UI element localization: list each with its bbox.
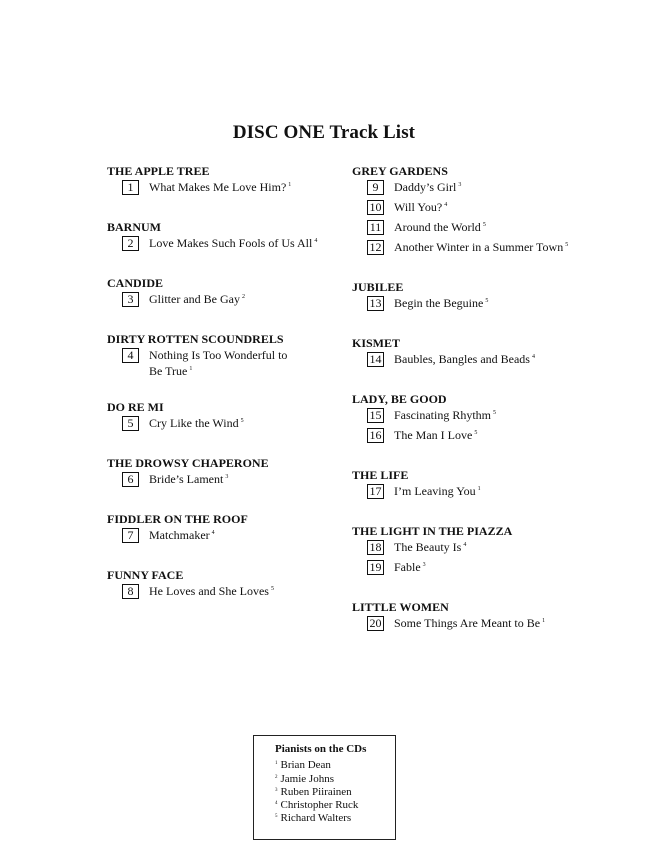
pianists-box bbox=[253, 735, 396, 840]
pianist-note: 5 bbox=[240, 418, 244, 424]
pianists-title: Pianists on the CDs bbox=[275, 743, 367, 755]
pianists-list bbox=[275, 759, 395, 825]
show-lady-be-good bbox=[352, 391, 602, 447]
track-title-wrap bbox=[394, 427, 477, 443]
track-row bbox=[367, 407, 602, 427]
right-column bbox=[352, 163, 602, 655]
track-number: 13 bbox=[367, 296, 384, 311]
track-row bbox=[122, 527, 357, 547]
show-title: THE LIGHT IN THE PIAZZA bbox=[352, 524, 513, 538]
track-title-wrap bbox=[394, 559, 426, 575]
show-title: KISMET bbox=[352, 336, 401, 350]
track-number: 7 bbox=[122, 528, 139, 543]
pianist-name: Jamie Johns bbox=[280, 772, 334, 785]
track-title-wrap bbox=[394, 179, 461, 195]
pianist-note: 3 bbox=[458, 182, 462, 188]
track-row bbox=[367, 539, 602, 559]
track-title-wrap bbox=[149, 347, 299, 379]
pianist-note: 4 bbox=[463, 542, 467, 548]
track-number: 10 bbox=[367, 200, 384, 215]
show-title: THE LIFE bbox=[352, 468, 409, 482]
track-title-wrap bbox=[394, 539, 466, 555]
track-number: 5 bbox=[122, 416, 139, 431]
track-title: Love Makes Such Fools of Us All bbox=[149, 236, 313, 250]
track-title: Baubles, Bangles and Beads bbox=[394, 352, 530, 366]
track-row bbox=[367, 219, 602, 239]
track-title-wrap bbox=[394, 295, 488, 311]
track-number: 19 bbox=[367, 560, 384, 575]
pianist-name: Christopher Ruck bbox=[280, 799, 359, 812]
show-title: DIRTY ROTTEN SCOUNDRELS bbox=[107, 332, 284, 346]
track-number: 11 bbox=[367, 220, 384, 235]
track-number: 18 bbox=[367, 540, 384, 555]
pianist-name: Richard Walters bbox=[280, 812, 352, 825]
show-little-women bbox=[352, 599, 602, 635]
show-title: FUNNY FACE bbox=[107, 568, 184, 582]
track-title: Fascinating Rhythm bbox=[394, 408, 491, 422]
track-title: Another Winter in a Summer Town bbox=[394, 240, 564, 254]
track-title-wrap bbox=[149, 291, 245, 307]
pianist-entry bbox=[275, 773, 395, 786]
show-grey-gardens bbox=[352, 163, 602, 259]
track-title-wrap bbox=[149, 179, 291, 195]
track-row bbox=[122, 415, 357, 435]
track-title-wrap bbox=[394, 351, 535, 367]
track-title-wrap bbox=[394, 199, 447, 215]
track-title: Matchmaker bbox=[149, 528, 210, 542]
show-title: LADY, BE GOOD bbox=[352, 392, 447, 406]
track-row bbox=[122, 471, 357, 491]
track-title-wrap bbox=[149, 471, 228, 487]
pianist-note: 3 bbox=[225, 474, 229, 480]
pianist-note: 5 bbox=[493, 410, 496, 416]
show-fiddler-on-the-roof bbox=[107, 511, 357, 547]
pianist-note: 5 bbox=[482, 222, 486, 228]
track-title-wrap bbox=[394, 483, 481, 499]
track-number: 14 bbox=[367, 352, 384, 367]
track-title-wrap bbox=[149, 415, 244, 431]
pianist-note: 5 bbox=[474, 430, 478, 436]
track-title-wrap bbox=[394, 239, 568, 255]
show-funny-face bbox=[107, 567, 357, 603]
show-title: CANDIDE bbox=[107, 276, 164, 290]
track-title-wrap bbox=[149, 235, 317, 251]
show-the-drowsy-chaperone bbox=[107, 455, 357, 491]
show-the-light-in-the-piazza bbox=[352, 523, 602, 579]
pianist-name: Ruben Piirainen bbox=[280, 785, 352, 798]
track-number: 9 bbox=[367, 180, 384, 195]
track-title-wrap bbox=[149, 583, 274, 599]
pianist-note: 2 bbox=[241, 294, 245, 300]
show-barnum bbox=[107, 219, 357, 255]
track-title: Begin the Beguine bbox=[394, 296, 484, 310]
track-title-wrap bbox=[394, 615, 545, 631]
show-candide bbox=[107, 275, 357, 311]
pianist-entry bbox=[275, 786, 395, 799]
pianist-number: 5 bbox=[275, 814, 278, 820]
track-number: 12 bbox=[367, 240, 384, 255]
track-row bbox=[367, 351, 602, 371]
show-title: THE DROWSY CHAPERONE bbox=[107, 456, 269, 470]
track-title: Around the World bbox=[394, 220, 481, 234]
show-title: FIDDLER ON THE ROOF bbox=[107, 512, 248, 526]
track-number: 3 bbox=[122, 292, 139, 307]
show-jubilee bbox=[352, 279, 602, 315]
show-title: BARNUM bbox=[107, 220, 161, 234]
left-column bbox=[107, 163, 357, 623]
track-title-wrap bbox=[394, 407, 496, 423]
pianist-note: 1 bbox=[288, 182, 292, 188]
pianist-number: 1 bbox=[275, 761, 278, 767]
show-kismet bbox=[352, 335, 602, 371]
page-title: DISC ONE Track List bbox=[232, 122, 416, 143]
track-row bbox=[367, 483, 602, 503]
pianist-name: Brian Dean bbox=[280, 759, 331, 772]
pianist-note: 1 bbox=[189, 366, 193, 372]
pianist-note: 4 bbox=[444, 202, 448, 208]
track-number: 17 bbox=[367, 484, 384, 499]
track-row bbox=[367, 559, 602, 579]
show-title: GREY GARDENS bbox=[352, 164, 448, 178]
pianist-number: 4 bbox=[275, 801, 278, 807]
show-title: DO RE MI bbox=[107, 400, 164, 414]
track-row bbox=[122, 347, 357, 379]
track-title: Fable bbox=[394, 560, 421, 574]
show-do-re-mi bbox=[107, 399, 357, 435]
pianist-note: 3 bbox=[422, 562, 426, 568]
track-title-wrap bbox=[394, 219, 486, 235]
track-title: He Loves and She Loves bbox=[149, 584, 269, 598]
pianist-number: 3 bbox=[275, 787, 278, 793]
track-row bbox=[367, 615, 602, 635]
track-title: Will You? bbox=[394, 200, 443, 214]
pianist-note: 4 bbox=[531, 354, 535, 360]
track-number: 6 bbox=[122, 472, 139, 487]
track-number: 20 bbox=[367, 616, 384, 631]
pianist-note: 4 bbox=[211, 530, 215, 536]
track-row bbox=[367, 295, 602, 315]
show-dirty-rotten-scoundrels bbox=[107, 331, 357, 379]
track-title: Daddy’s Girl bbox=[394, 180, 457, 194]
track-title: Cry Like the Wind bbox=[149, 416, 239, 430]
track-row bbox=[367, 427, 602, 447]
pianist-note: 5 bbox=[565, 242, 569, 248]
pianist-note: 5 bbox=[270, 586, 274, 592]
show-title: JUBILEE bbox=[352, 280, 404, 294]
track-row bbox=[122, 583, 357, 603]
track-row bbox=[367, 239, 602, 259]
track-row bbox=[367, 179, 602, 199]
track-number: 8 bbox=[122, 584, 139, 599]
pianist-note: 5 bbox=[485, 298, 489, 304]
track-number: 4 bbox=[122, 348, 139, 363]
track-row bbox=[367, 199, 602, 219]
track-number: 16 bbox=[367, 428, 384, 443]
pianist-note: 1 bbox=[542, 618, 546, 624]
pianist-note: 1 bbox=[477, 486, 481, 492]
show-the-life bbox=[352, 467, 602, 503]
pianist-entry bbox=[275, 812, 395, 825]
show-the-apple-tree bbox=[107, 163, 357, 199]
track-title: The Beauty Is bbox=[394, 540, 462, 554]
pianist-entry bbox=[275, 759, 395, 772]
pianist-entry bbox=[275, 799, 395, 812]
track-title: What Makes Me Love Him? bbox=[149, 180, 287, 194]
track-title: Glitter and Be Gay bbox=[149, 292, 240, 306]
track-row bbox=[122, 291, 357, 311]
show-title: THE APPLE TREE bbox=[107, 164, 210, 178]
track-title: Bride’s Lament bbox=[149, 472, 224, 486]
pianist-number: 2 bbox=[275, 774, 278, 780]
track-number: 1 bbox=[122, 180, 139, 195]
track-title: Some Things Are Meant to Be bbox=[394, 616, 541, 630]
track-row bbox=[122, 235, 357, 255]
track-title-wrap bbox=[149, 527, 215, 543]
track-row bbox=[122, 179, 357, 199]
track-number: 15 bbox=[367, 408, 384, 423]
track-number: 2 bbox=[122, 236, 139, 251]
track-title: I’m Leaving You bbox=[394, 484, 476, 498]
track-title: Nothing Is Too Wonderful to Be True bbox=[149, 348, 288, 378]
pianist-note: 4 bbox=[314, 238, 318, 244]
track-title: The Man I Love bbox=[394, 428, 473, 442]
show-title: LITTLE WOMEN bbox=[352, 600, 449, 614]
